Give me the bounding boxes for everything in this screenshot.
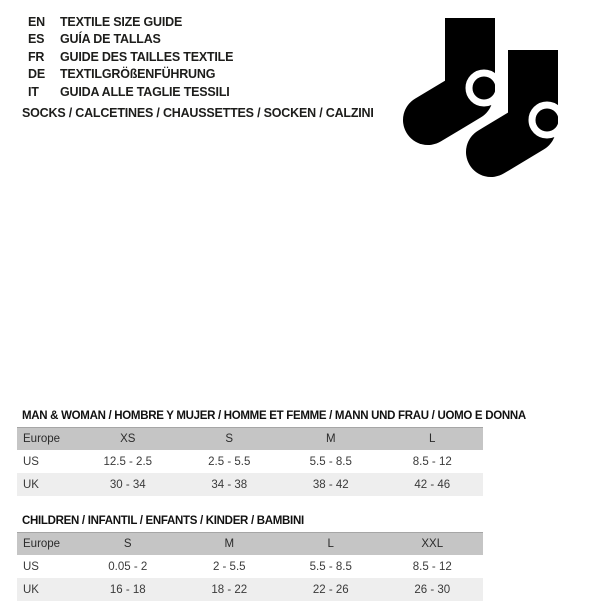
column-header-size: L [382, 428, 484, 451]
adult-size-section [17, 407, 526, 496]
language-code: IT [28, 84, 39, 99]
table-row-uk [17, 578, 483, 601]
size-value: 8.5 - 12 [412, 455, 452, 468]
language-code: FR [28, 49, 45, 64]
size-value: 22 - 26 [312, 583, 349, 596]
row-label: US [23, 455, 39, 468]
adult-size-table [17, 427, 483, 496]
size-value: 18 - 22 [211, 583, 248, 596]
size-value: 26 - 30 [414, 583, 451, 596]
size-value: 38 - 42 [312, 478, 349, 491]
children-size-section [17, 512, 483, 601]
table-row-us [17, 555, 483, 578]
children-table-title: CHILDREN / INFANTIL / ENFANTS / KINDER / BAMBINI [22, 515, 304, 527]
table-header-row [17, 533, 483, 556]
language-label: GUÍA DE TALLAS [60, 32, 161, 47]
language-list [28, 13, 233, 101]
language-row-fr [28, 48, 233, 66]
socks-icon [395, 0, 600, 200]
size-value: 12.5 - 2.5 [103, 455, 153, 468]
adult-table-title: MAN & WOMAN / HOMBRE Y MUJER / HOMME ET FEMME / MANN UND FRAU / UOMO E DONNA [22, 410, 526, 422]
language-code: EN [28, 14, 45, 29]
children-size-table [17, 532, 483, 601]
size-value: 42 - 46 [414, 478, 451, 491]
size-value: 5.5 - 8.5 [309, 455, 352, 468]
row-label: UK [23, 478, 39, 491]
size-value: 2 - 5.5 [212, 560, 246, 573]
size-value: 5.5 - 8.5 [309, 560, 352, 573]
size-value: 2.5 - 5.5 [208, 455, 251, 468]
size-value: 8.5 - 12 [412, 560, 452, 573]
language-code: DE [28, 67, 45, 82]
column-header-region: Europe [17, 533, 77, 556]
column-header-size: M [179, 533, 281, 556]
language-row-es [28, 31, 233, 49]
language-label: TEXTILGRÖßENFÜHRUNG [60, 67, 216, 82]
sock-front [491, 50, 562, 152]
size-value: 30 - 34 [109, 478, 146, 491]
row-label: US [23, 560, 39, 573]
language-label: GUIDE DES TAILLES TEXTILE [60, 49, 234, 64]
column-header-size: L [280, 533, 382, 556]
column-header-size: XS [77, 428, 179, 451]
size-value: 16 - 18 [109, 583, 146, 596]
row-label: UK [23, 583, 39, 596]
language-row-de [28, 66, 233, 84]
column-header-size: S [179, 428, 281, 451]
column-header-size: M [280, 428, 382, 451]
language-label: TEXTILE SIZE GUIDE [60, 14, 183, 29]
size-value: 34 - 38 [211, 478, 248, 491]
language-label: GUIDA ALLE TAGLIE TESSILI [60, 84, 230, 99]
sock-back [428, 18, 499, 120]
language-row-en [28, 13, 233, 31]
language-code: ES [28, 32, 45, 47]
language-row-it [28, 83, 233, 101]
table-row-uk [17, 473, 483, 496]
size-value: 0.05 - 2 [108, 560, 148, 573]
table-row-us [17, 450, 483, 473]
column-header-region: Europe [17, 428, 77, 451]
category-title: SOCKS / CALCETINES / CHAUSSETTES / SOCKEN / CALZINI [22, 106, 374, 120]
table-header-row [17, 428, 483, 451]
column-header-size: XXL [382, 533, 484, 556]
column-header-size: S [77, 533, 179, 556]
